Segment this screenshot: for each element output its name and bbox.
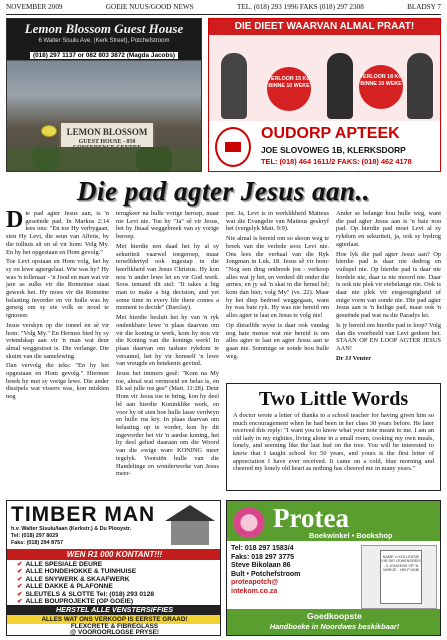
woman-figure: [327, 53, 353, 119]
header-date: NOVEMBER 2009: [6, 3, 63, 11]
headline-text: Die pad agter Jesus aan..: [76, 176, 370, 206]
sign-title: LEMON BLOSSOM: [66, 127, 148, 137]
protea-tel: Tel: 018 297 1583/4: [231, 545, 294, 552]
list-item: ✔ ALLE SNYWERK & SKAAFWERK: [7, 576, 221, 583]
woman-figure: [407, 53, 433, 119]
article-paragraph: Met hierdie een daad het hy al sy sekuriteit vaarwel toegeroep, maar terselfdertyd ook ingestap in die heerlikheid van Jesus Christus. Hy kon nou 'n ander lewe lei en vir God werk. Soos iemand dit stel: "It takes a big man to make a big decision, and yet some time in every life there comes a moment to decide" (Barclay).: [116, 242, 219, 312]
box-text: A doctor wrote a letter of thanks to a school teacher for having given him so much encouragement when he had been in her class 30 years before. He later received this reply: "I want you to know what your note meant to me. I am an old lady in my eighties, living alone in a small room, cooking my own meals, lonely, and seeming like the last leaf on the tree. You will be interested to know that I taught school for 50 years, and yours is the first letter of appreciation I have ever received. It came on a cold, blue morning and cheered my lonely old heart as nothing has cheered me in many years.": [233, 412, 434, 473]
protea-subtitle: Boekwinkel • Bookshop: [309, 531, 393, 540]
protea-contact: [231, 545, 355, 605]
timber-product-list: [7, 561, 221, 605]
article-paragraph: Jesus het immers gesê: "Kom na My toe, almal wat vermoeid en belas is, en Ek sal julle rus gee" (Matt. 11:28). Deur Hom vir Jesus toe te bring, kon hy deel hê aan hierdie Koninklike werk, en voor hy oë sien hoe hulle lasse verdwyn en hulle rus kry. In plaas daarvan om belasting op te vorder, kon hy dit ingevorder het vir 'n aardse koning, het hy deel gehad daaraan om die Woord van die ewige ware KONING meer tegelyk. Voorsiën hulle van die Handelinge en wonderwerke van Jesus meer-: [116, 370, 219, 478]
oudorp-apteek-ad: [208, 18, 441, 172]
guest-house-photo: [7, 61, 202, 172]
protea-header: [227, 501, 441, 541]
pharmacy-address: JOE SLOVOWEG 1B, KLERKSDORP: [261, 145, 406, 155]
weight-loss-badge: VERLOOR 15 KG BINNE 10 WEKE: [267, 67, 311, 111]
list-item: ✔ ALLE BOUPROJEKTE (OP GOEIE): [7, 598, 221, 605]
header-contact: TEL. (018) 293 1996 FAKS (018) 297 2308: [236, 3, 364, 11]
protea-bookshop-ad: [226, 500, 441, 636]
house-icon: [165, 505, 215, 547]
two-little-words-box: [226, 383, 441, 491]
article-paragraph: Toe Levi opstaan en Hom volg, het hy sy ou lewe agtergelaat. Wie was hy? Hy was 'n tollenaar - 'n Jood en man wat vir jare as sulks vir die Romeinse staat gewerk het. Hy moes vir die Romeine belasting invorder en vir hulle was hy geneig om sy eie volk se nood te ignoreer.: [6, 258, 109, 320]
article-column-4: [336, 210, 441, 378]
timber-fax: Faks: (018) 294 8757: [11, 540, 64, 546]
list-item: ✔ ALLE HONDEHOKKE & TUINHUISE: [7, 568, 221, 575]
protea-footer: [227, 609, 441, 636]
header-paper-name: GOEIE NUUS/GOOD NEWS: [105, 3, 194, 11]
lemon-ad-phone: (018) 297 1137 or 082 803 3872 (Magda Jacobs): [30, 52, 178, 59]
article-paragraph: Is jy bereid om hierdie pad te loop? Volg dan die voorbeeld van Levi gedoen het. STAAN OP EN LOOP AGTER JESUS AAN!: [336, 321, 441, 352]
article-signature: Dr JJ Venter: [336, 354, 372, 362]
list-item: ✔ ALLE SPESIALE DEURE: [7, 561, 221, 568]
article-paragraph: [6, 210, 109, 256]
protea-flower-icon: [233, 504, 265, 538]
lemon-ad-title: Lemon Blossom Guest House: [24, 21, 184, 36]
diet-photo-strip: [209, 35, 441, 121]
article-paragraph: Hoe lyk die pad agter Jesus aan? Op hierdie pad is daar nie dedrog en vuilspel nie. Op hierdie pad is daar nie bordele nie, daar is nie moord nie. Daar is ook nie plek vir eiebelange nie. Ook is daar nie plek vir eiegeregtigheid of enige vorm van sonde nie. Die pad agter Jesus aan is 'n heilige pad, maar ook 'n geseënde pad wat na die Paradys lei.: [336, 250, 441, 320]
timber-quality-banner: ALLES WAT ONS VERKOOP IS EERSTE GRAAD!: [7, 615, 221, 624]
garden-bushes: [7, 147, 202, 172]
article-paragraph: terugkeer na hulle vorige beroep, maar nie Levi nie. Toe hy "Ja" sê vir Jesus, het hy finaal weggebreek van sy vorige beroep.: [116, 210, 219, 241]
protea-footer-line-1: Goedkoopste: [307, 611, 362, 621]
protea-address-line-1: Steve Bikolaan 86: [231, 562, 291, 570]
pharmacy-phone: TEL: (018) 464 1611/2 FAKS: (018) 462 4178: [261, 157, 412, 166]
protea-name: Protea: [273, 503, 349, 533]
lemon-ad-header: [7, 19, 201, 61]
article-headline: [6, 176, 441, 204]
book-cover: NAME 'n KOLLEKSIE VIR DIE LEWENSREIS - 3 JONGENS OP 'N VARKIE - HELP ASB!: [380, 550, 422, 604]
article-paragraph: Nie almal is bereid om so skoon weg te breek van die verlede soos Levi nie. Ons lees die verhaal van die Ryk Jongman in Luk. 18. Jesus sê vir hom: "Nog een ding ontbreek jou - verkoop alles wat jy het, en verdeel dit onder die armes, en jy sal 'n skat in die hemel hê; kom dan hier, volg My" (vs. 22). Maar hy het diep bedroef weggegaan, want hy was baie ryk. Hy was nie bereid om alles agter te laat en Jesus te volg nie!: [226, 235, 329, 320]
list-item: ✔ ALLE DAKKE & PLAFONNE: [7, 583, 221, 590]
timber-man-ad: [6, 500, 221, 636]
pharmacy-info: [209, 121, 441, 172]
books-image: [361, 545, 437, 609]
timber-repair-banner: HERSTEL ALLE VENSTERSIFFIES: [7, 605, 221, 615]
lemon-blossom-ad: [6, 18, 202, 172]
timber-address: h.v. Walter Sisulu/laan (Kerkstr.) & Du Plooystr.: [11, 526, 132, 532]
weight-loss-badge: VERLOOR 18 KG BINNE 10 WEKE: [359, 65, 403, 109]
protea-email-line-1: proteapotch@: [231, 579, 279, 587]
protea-footer-line-2: Handboeke in Noordwes beskikbaar!: [269, 622, 400, 631]
protea-address-line-2: Bult • Potchefstroom: [231, 570, 301, 578]
timber-flexcrete-line: FLEXCRETE & FIBREGLASS: [70, 623, 159, 630]
page-header: [6, 3, 441, 15]
article-column-3: [226, 210, 329, 378]
timber-cash-banner: WEN R1 000 KONTANT!!!: [7, 549, 221, 560]
woman-figure: [221, 53, 247, 119]
article-paragraph: Ander se belange hou hulle weg, want die pad agter Jesus aan is 'n baie nou pad. Op hierdie pad moet Levi al sy rykdom en sekuriteit, ja, ook sy bydrog agterlaat.: [336, 210, 441, 248]
header-page-number: BLADSY 7: [407, 3, 441, 11]
article-paragraph: Op dieselfde wyse is daar ook vandag nog baie mense wat nie bereid is om alles agter te laat en agter Jesus aan te gaan nie. Sommige se sonde hou hulle weg.: [226, 321, 329, 360]
diet-banner: DIE DIEET WAARVAN ALMAL PRAAT!: [209, 19, 440, 35]
timber-prices-line: @ VOOROORLOGSE PRYSE!: [69, 629, 160, 636]
box-title: Two Little Words: [258, 388, 409, 410]
list-item: ✔ SLEUTELS & SLOTTE Tel: (018) 293 0128: [7, 591, 221, 598]
sign-subtitle: GUEST HOUSE - 050: [78, 139, 136, 145]
article-paragraph: Met hierdie besluit het hy van 'n ryk ondenkbare lewe 'n plaas daarvan om vir die koning te werk, kom hy nou vir die Koning van die konings werk! In plaas daarvan om tasbare rykdom te versamel, het hy vir homself 'n lewe van vreugde en betekenis gevind.: [116, 314, 219, 368]
protea-email-line-2: intekom.co.za: [231, 587, 278, 595]
lemon-icon: [41, 125, 57, 137]
article-paragraph: Jesus verskyn op die toneel en sê vir hom: "Volg My." En Hermes bied hy sy vriendskap aan vir 'n man wat deur almal weggestoot is. Die verlange. Die skuim van die samelewing.: [6, 321, 109, 360]
article-paragraph: Dan vervolg die teks: "En hy het opgestaan en Hom gevolg." Hiermee breek hy met sy vorige lewe. Die ander dissipels wat vissers was, kon miskien nog: [6, 362, 109, 401]
drop-cap: D: [6, 210, 24, 233]
timber-phone: Tel: (018) 297 8029: [11, 533, 59, 539]
lemon-ad-address: 6 Walter Sisulu Ave. (Kerk Street), Potchefstroom: [38, 38, 170, 44]
article-paragraph: per. Ja, Levi is in werklikheid Matteus wat die Evangelie van Matteus geskryf het (vergelyk Matt. 9:9).: [226, 210, 329, 233]
protea-fax: Faks: 018 297 3775: [231, 553, 295, 561]
timber-title: TIMBER MAN: [11, 503, 156, 526]
pharmacy-logo-icon: [215, 127, 251, 167]
paragraph-text: ie pad agter Jesus aan, is 'n geseënde pad. In Markus 2:14 lees ons: "En toe Hy verbygaan, sien Hy Levi, die seun van Alfeüs, by die tolhuis sit en sê vir hom: Volg My. En hy het opgestaan en Hom gevolg.": [6, 210, 109, 256]
pharmacy-name: OUDORP APTEEK: [261, 125, 400, 142]
